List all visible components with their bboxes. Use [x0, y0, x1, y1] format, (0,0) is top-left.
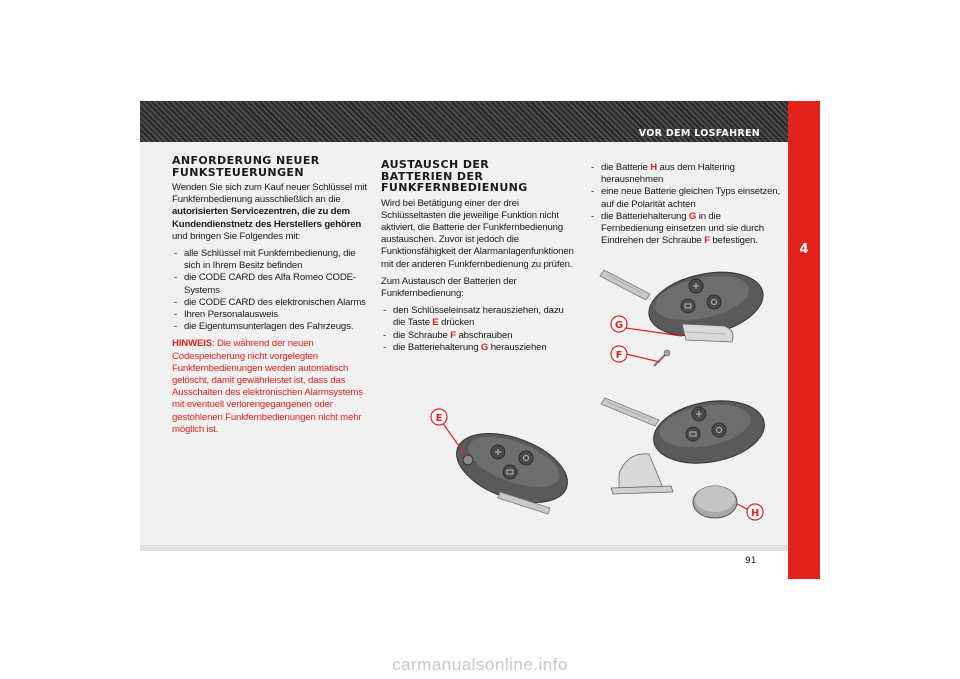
chapter-number: 4 [799, 242, 809, 257]
list-item: - die CODE CARD des elektronischen Alarms [172, 297, 368, 309]
list-item: - alle Schlüssel mit Funkfernbedienung, die sich in Ihrem Besitz befinden [172, 248, 368, 272]
paragraph: Zum Austausch der Batterien der Funkfernbedienung: [381, 275, 517, 299]
required-items-list [172, 248, 368, 333]
section-new-remotes [172, 155, 368, 441]
steps-list [381, 305, 576, 354]
label-f: F [615, 350, 623, 361]
list-item: - die Batterie H aus dem Haltering herausnehmen [589, 162, 784, 186]
list-item: - die Batteriehalterung G in die Fernbedienung einsetzen und sie durch Eindrehen der Schraube F befestigen. [589, 211, 784, 248]
section-heading: ANFORDERUNG NEUER FUNKSTEUERUNGEN [172, 154, 320, 179]
figure-key-release [430, 404, 590, 524]
figure-battery-holder [594, 262, 780, 378]
header-title: VOR DEM LOSFAHREN [638, 128, 760, 139]
label-e: E [435, 413, 443, 424]
label-g: G [614, 320, 624, 331]
chapter-tab [788, 101, 820, 579]
list-item: - die Batteriehalterung G herausziehen [381, 342, 576, 354]
list-item: - die CODE CARD des Alfa Romeo CODE-Systems [172, 272, 368, 296]
steps-list [589, 162, 784, 247]
label-h: H [750, 508, 760, 519]
intro-paragraph: Wenden Sie sich zum Kauf neuer Schlüssel mit Funkfernbedienung ausschließlich an die autorisierten Servicezentren, die zu dem Kundendienstnetz des Herstellers gehören und bringen Sie Folgendes mit: [172, 182, 367, 242]
list-item: - eine neue Batterie gleichen Typs einsetzen, auf die Polarität achten [589, 186, 784, 210]
paragraph: Wird bei Betätigung einer der drei Schlüsseltasten die jeweilige Funktion nicht aktiviert, die Batterie der Funkfernbedienung austauschen. Zuvor ist jedoch die Funktionsfähigkeit der Alarmanlagenfunktionen mit der anderen Funkfernbedienung zu prüfen. [381, 197, 574, 270]
list-item: - den Schlüsseleinsatz herausziehen, dazu die Taste E drücken [381, 305, 576, 329]
section-battery-steps-continued [589, 162, 784, 252]
section-heading: AUSTAUSCH DER BATTERIEN DER FUNKFERNBEDIENUNG [381, 158, 528, 194]
list-item: - die Eigentumsunterlagen des Fahrzeugs. [172, 321, 368, 333]
section-battery-replacement [381, 159, 576, 359]
header-band [140, 101, 788, 142]
list-item: - die Schraube F abschrauben [381, 330, 576, 342]
note-paragraph: HINWEIS: Die während der neuen Codespeicherung nicht vorgelegten Funkfernbedienungen werden automatisch gelöscht, damit gewährleistet ist, dass das Ausschalten des elektronischen Alarmsystems mit eventuell verlorengegangenen oder gestohlenen Funkfernbedienungen nicht mehr möglich ist. [172, 338, 363, 435]
watermark: carmanualsonline.info [392, 655, 568, 674]
page-number: 91 [745, 556, 757, 566]
list-item: - Ihren Personalausweis [172, 309, 368, 321]
figure-battery-removal [597, 392, 782, 526]
footer-band [140, 545, 788, 551]
